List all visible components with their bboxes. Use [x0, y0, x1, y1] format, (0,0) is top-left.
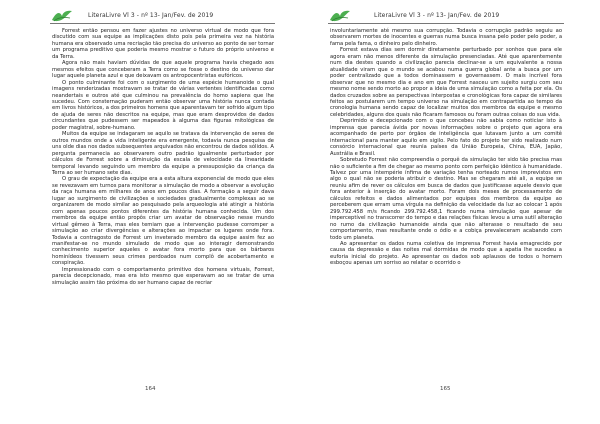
paragraph: Impressionado com o comportamento primitivo dos homens virtuais, Forrest, parecia decepcionado, mas era isto mesmo que esperavam ao se tratar de uma simulação assim tão próxima do ser humano capaz de recriar	[52, 266, 274, 286]
paragraph: O grau de expectação da equipe era a esta altura exponencial de modo que eles se revezavam em turnos para monitorar a simulação de modo a observar a evolução da raça humana em milhares de anos em poucos dias. A formação a seguir dava lugar ao surgimento de civilizações e sociedades gradualmente complexas ao se organizarem de modo similar ao pesquisado pela arqueologia até atingir a história com apenas poucos pontos diferentes da história humana conhecida. Um dos membros da equipe então propôs criar um avatar de observação nesse mundo virtual gêmeo à Terra, mas eles temiam que a intervenção pudesse corromper a simulação ao criar divergências e alterações ao impactar os lugares onde fora. Todavia a contragosto de Forrest um inveterado membro da equipe assim fez ao manifestar-se no mundo simulado de modo que ao interagir demonstrando conhecimento superior aqueles o avatar fora morto para que os bárbaros hominídeos tivessem seus crimes perdoados num complô de acobertamento e conspiração.	[52, 176, 274, 267]
page-number: 165	[440, 386, 451, 392]
paragraph: Forrest estava dias sem dormir diretamente perturbado por sonhos que para ele agora eram não menos diferente da simulação presenciadas. Até que aparentemente num dia destes quando a civilização parecia declinar-se a um equivalente a nossa atualidade viram que o mundo se acabou numa guerra global ante a busca por um poder centralizado que a todos dominassem e governassem. O mais incrível fora observar que no mesmo dia e ano em que Forrest nasceu um sujeito surgiu com seu mesmo nome sendo morto ao propor a ideia de uma simulação como a feita por ela. Os dados cruzados sobre as perspectivas interpostas e cronológicas fora capaz de similares feitos ao postularem um tempo universo na simulação em contrapartida ao tempo da cronologia humana sendo capaz de localizar muitos dos membros da equipe e mesmo celebridades, alguns dos quais não ficaram famosos ou foram outras coisas do sua vida.	[330, 47, 562, 118]
swan-ornament-icon	[50, 8, 74, 24]
swan-ornament-icon	[328, 8, 352, 24]
page-header	[300, 6, 600, 22]
page-number: 164	[145, 386, 156, 392]
paragraph: Ao apresentar os dados numa coletiva de imprensa Forrest havia emagrecido por causa da depressão e das noites mal dormidas de modo que a apatia lhe sucedeu a euforia inicial do projeto. Ao apresentar os dados sob aplausos de todos o homem esboçou apenas um sorriso ao relatar o ocorrido o	[330, 240, 562, 267]
paragraph: Sobretudo Forrest não compreendia o porquê da simulação ter sido tão precisa mas não o suficiente a fim de chegar ao mesmo ponto com perfeição idêntico à humanidade. Talvez por uma intempérie ínfima de variação tenha norteado rumos imprevistos em algo o qual não se poderia atribuir o destino. Mas se chegaram até ali, a equipe se reuniu afim de rever os cálculos em busca de dados que justificasse aquele desvio que fora anterior à inserção do avatar morto. Foram dois meses de processamento de cálculos refeitos e dados alimentados por equipes dos membros da equipe ao perceberem que erram uma vírgula na definição da velocidade da luz ao colocar 1 após 299.792.458 m/s ficando 299.792.458,1 ficando numa simulação que apesar de imperceptível no transcorrer do tempo e das relações físicas levou a uma sutil alteração no rumo da civilização humanoide ainda que não alterasse o resultado de seu comportamento, mas resultante onde o ódio e a cobiça prevaleceram acabando com todo um planeta.	[330, 157, 562, 241]
paragraph: Deprimido e decepcionado com o que concebeu não sabia como noticiar isto à imprensa que parecia ávida por novas informações sobre o projeto que agora era acompanhado de perto por órgãos de inteligência que lutavam junto a um comitê internacional para manter aquilo em sigilo. Pelo fato do projeto ter sido realizado num consórcio internacional que reunia países da União Europeia, China, EUA, Japão, Austrália e Brasil.	[330, 118, 562, 157]
page-body	[330, 28, 562, 267]
header-rule	[50, 23, 275, 24]
paragraph: O ponto culminante foi com o surgimento de uma espécie humanoide o qual imagens renderizadas mostravam se tratar de várias vertentes identificadas como neandertais e outros até que culminou na prevalência do homo sapiens que lhe sucedeu. Com consternação puderam então observar uma história nunca contada em livros históricos, a dos primeiros homens que aparentavam ter sofrido algum tipo de ajuda de seres não descritos na equipe, mas que eram desprovidos de dados circundantes que pudessem ser mapeados à alguma das figuras mitológicas de poder magistral, sobre-humano.	[52, 79, 274, 131]
page-header	[0, 6, 300, 22]
paragraph: Forrest então pensou em fazer ajustes no universo virtual de modo que fora discutido com sua equipe as implicações disto pois pela primeira vez na história humana era observado uma recriação tão precisa do universo ao ponto de ser tornar um programa preditivo que poderia mesmo mostrar o futuro do próprio universo e da Terra.	[52, 28, 274, 60]
journal-title: LiteraLivre Vl 3 - nº 13- Jan/Fev. de 2019	[374, 12, 500, 19]
page-body	[52, 28, 274, 286]
journal-title: LiteraLivre Vl 3 - nº 13- Jan/Fev. de 2019	[88, 12, 214, 19]
right-page	[300, 0, 600, 424]
paragraph: Muitos da equipe se indagaram se aquilo se tratava da intervenção de seres de outros mundos onde a vida inteligente era emergente, todavia nunca pesquisa de uns olde dias nos dados subsequentes arquivados não encontrou de dados sólidos. A pergunta permanecia ao observarem outro padrão igualmente perturbador por cálculos de Forrest sobre a diminuição da escala de velocidade da linearidade temporal levando seguindo um membro da equipe a pressuposição da criança da Terra ao ser humano sete dias.	[52, 131, 274, 176]
paragraph: involuntariamente até mesmo sua corrupção. Todavia o corrupção padrão seguiu ao observarem mortes de inocentes e guerras numa busca insana pelo poder pelo poder, a fama pela fama, o dinheiro pelo dinheiro.	[330, 28, 562, 47]
paragraph: Agora não mais haviam dúvidas de que aquele programa havia chegado aos mesmos efeitos que conceberam a Terra como se fosse o destino do universo dar lugar aquele planeta azul e que deixavam os antropocentristas eufóricos.	[52, 60, 274, 80]
header-rule	[328, 23, 564, 24]
